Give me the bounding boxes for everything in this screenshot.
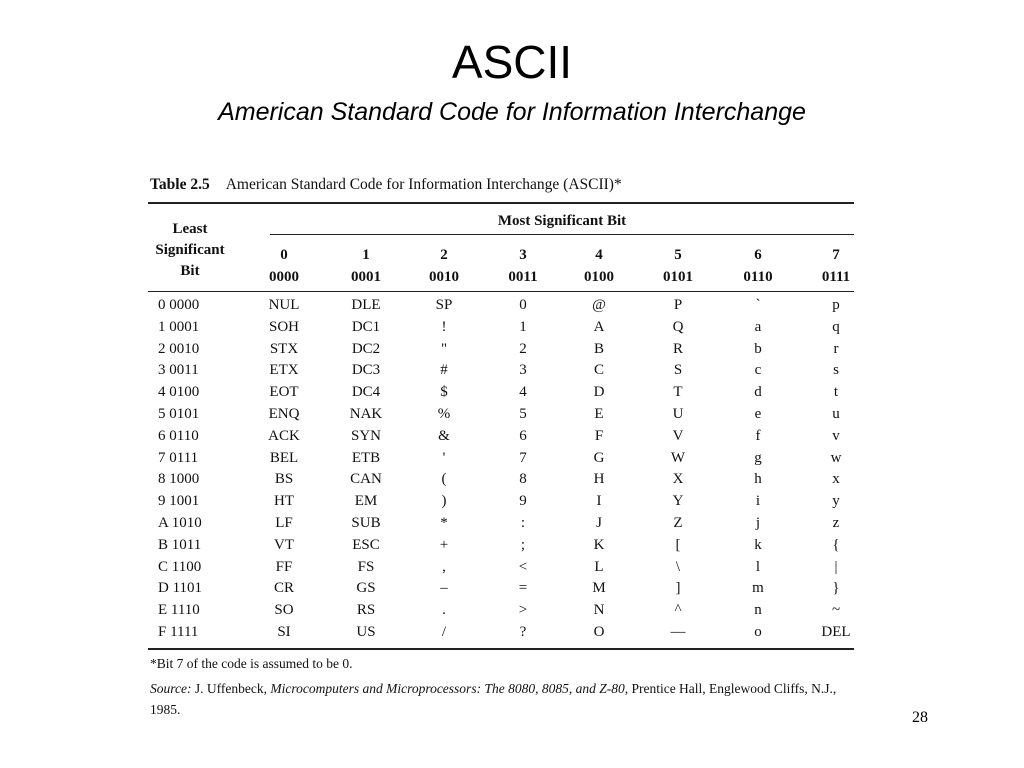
table-cell: g	[754, 449, 762, 466]
table-cell: o	[754, 624, 762, 640]
table-cell: =	[518, 580, 528, 597]
table-cell: p	[832, 297, 840, 313]
row-lsb-label: A 1010	[158, 515, 202, 531]
table-cell: +	[439, 536, 449, 553]
table-cell: X	[672, 471, 684, 488]
table-cell: CAN	[350, 471, 382, 488]
column-bits: 0000	[269, 269, 299, 285]
table-cell: S	[673, 362, 683, 379]
table-cell: %	[437, 406, 451, 422]
table-cell: [	[675, 536, 681, 553]
table-cell: a	[754, 318, 762, 335]
table-cell: 1	[519, 318, 527, 335]
table-cell: SYN	[350, 427, 381, 444]
table-cell: DC1	[351, 318, 381, 335]
table-cell: T	[673, 384, 683, 401]
table-cell: ]	[675, 580, 681, 597]
page-number: 28	[912, 709, 928, 726]
ascii-table-scan	[148, 172, 856, 720]
table-cell: e	[754, 406, 762, 422]
table-cell: G	[593, 449, 605, 466]
table-cell: A	[593, 318, 605, 335]
table-cell: m	[752, 580, 764, 597]
column-digit: 7	[832, 247, 840, 263]
table-cell: SI	[277, 624, 291, 640]
table-cell: HT	[274, 493, 294, 510]
row-lsb-label: 2 0010	[158, 340, 200, 357]
column-bits: 0110	[743, 269, 773, 285]
column-bits: 0010	[429, 269, 459, 285]
table-cell: H	[593, 471, 605, 488]
table-cell: DEL	[821, 624, 851, 640]
table-cell: V	[672, 427, 684, 444]
table-cell: `	[755, 297, 761, 313]
most-significant-bit-header: Most Significant Bit	[497, 213, 627, 229]
table-cell: CR	[273, 580, 294, 597]
table-cell: L	[594, 558, 604, 575]
table-cell: ,	[442, 558, 446, 575]
table-cell: J	[596, 515, 602, 531]
table-cell: ~	[831, 602, 841, 619]
table-cell: EOT	[269, 384, 299, 401]
table-cell: $	[440, 384, 448, 401]
table-cell: 6	[519, 427, 527, 444]
table-cell: <	[518, 558, 528, 575]
column-header	[569, 244, 629, 288]
row-lsb-label: 6 0110	[158, 427, 199, 444]
table-cell: ?	[519, 624, 527, 640]
column-bits: 0001	[351, 269, 381, 285]
table-source	[150, 678, 840, 720]
table-cell: }	[832, 580, 840, 597]
table-cell: 7	[519, 449, 527, 466]
table-cell: U	[672, 406, 684, 422]
row-lsb-label: 0 0000	[158, 297, 200, 313]
table-cell: Y	[672, 493, 684, 510]
table-cell: F	[594, 427, 604, 444]
source-book: Microcomputers and Microprocessors: The 8080, 8085, and Z-80,	[270, 681, 629, 696]
table-cell: STX	[269, 340, 299, 357]
table-cell: k	[754, 536, 762, 553]
table-cell: M	[592, 580, 606, 597]
table-cell: DC3	[351, 362, 381, 379]
source-author: J. Uffenbeck,	[194, 681, 267, 696]
table-cell: SOH	[268, 318, 299, 335]
column-bits: 0011	[508, 269, 538, 285]
table-cell: K	[593, 536, 605, 553]
column-digit: 1	[362, 247, 370, 263]
table-cell: q	[832, 318, 840, 335]
table-cell: EM	[354, 493, 378, 510]
table-cell: t	[833, 384, 839, 401]
column-header	[648, 244, 708, 288]
least-header-line: Least	[172, 221, 208, 237]
table-cell: f	[755, 427, 761, 444]
source-label: Source:	[150, 681, 192, 696]
table-cell: RS	[356, 602, 376, 619]
table-cell: y	[832, 493, 840, 510]
column-digit: 2	[440, 247, 448, 263]
least-header-line: Bit	[180, 263, 200, 279]
table-cell: *	[440, 515, 448, 531]
column-digit: 4	[595, 247, 603, 263]
column-header	[806, 244, 866, 288]
slide-subtitle: American Standard Code for Information Interchange	[218, 98, 806, 126]
column-bits: 0101	[663, 269, 693, 285]
table-cell: 8	[519, 471, 527, 488]
table-cell: I	[596, 493, 602, 510]
row-lsb-label: 9 1001	[158, 493, 200, 510]
table-cell: DLE	[351, 297, 381, 313]
table-cell: LF	[275, 515, 293, 531]
column-bits: 0111	[821, 269, 851, 285]
table-cell: 9	[519, 493, 527, 510]
table-cell: FF	[275, 558, 293, 575]
table-cell: :	[520, 515, 526, 531]
table-cell: R	[672, 340, 683, 357]
table-cell: DC2	[351, 340, 381, 357]
table-label: Table 2.5	[150, 176, 210, 193]
table-bottom-rule	[148, 648, 854, 650]
row-lsb-label: F 1111	[158, 624, 199, 640]
table-cell: i	[755, 493, 761, 510]
column-header	[493, 244, 553, 288]
table-cell: s	[833, 362, 839, 379]
least-significant-bit-header	[148, 219, 232, 282]
table-cell: BEL	[269, 449, 299, 466]
table-cell: l	[755, 558, 761, 575]
row-lsb-label: 1 0001	[158, 318, 200, 335]
table-cell: 2	[519, 340, 527, 357]
table-cell: &	[438, 427, 450, 444]
column-header	[728, 244, 788, 288]
table-cell: DC4	[351, 384, 381, 401]
table-cell: –	[440, 580, 448, 597]
table-cell: W	[670, 449, 686, 466]
table-cell: B	[593, 340, 604, 357]
table-cell: '	[442, 449, 446, 466]
slide-title: ASCII	[451, 36, 573, 88]
table-cell: Z	[673, 515, 683, 531]
table-cell: ESC	[352, 536, 380, 553]
table-cell: >	[518, 602, 528, 619]
row-lsb-label: 5 0101	[158, 406, 200, 422]
table-cell: N	[593, 602, 605, 619]
table-cell: US	[356, 624, 376, 640]
table-cell: c	[754, 362, 762, 379]
table-cell: 3	[519, 362, 527, 379]
table-cell: GS	[356, 580, 376, 597]
most-header-rule	[270, 234, 854, 235]
source-publisher: Prentice Hall, Englewood Cliffs, N.J., 1985.	[150, 681, 837, 717]
row-lsb-label: B 1011	[158, 536, 202, 553]
row-lsb-label: 7 0111	[158, 449, 199, 466]
row-lsb-label: E 1110	[158, 602, 200, 619]
table-cell: .	[442, 602, 446, 619]
table-cell: {	[832, 536, 840, 553]
table-top-rule	[148, 202, 854, 204]
table-cell: /	[441, 624, 447, 640]
column-bits: 0100	[584, 269, 614, 285]
table-cell: O	[593, 624, 605, 640]
row-lsb-label: C 1100	[158, 558, 202, 575]
table-cell: ENQ	[268, 406, 300, 422]
table-cell: 5	[519, 406, 527, 422]
table-cell: @	[592, 297, 606, 313]
table-cell: ;	[520, 536, 526, 553]
column-digit: 3	[519, 247, 527, 263]
column-header	[336, 244, 396, 288]
table-cell: ACK	[268, 427, 300, 444]
table-cell: FS	[357, 558, 375, 575]
header-bottom-rule	[148, 291, 854, 292]
table-cell: n	[754, 602, 762, 619]
least-header-line: Significant	[155, 242, 225, 258]
table-cell: r	[833, 340, 839, 357]
table-cell: 4	[519, 384, 527, 401]
table-caption-text: American Standard Code for Information Interchange (ASCII)*	[225, 176, 622, 193]
table-cell: P	[673, 297, 683, 313]
table-cell: !	[441, 318, 447, 335]
table-cell: x	[832, 471, 840, 488]
column-digit: 6	[754, 247, 762, 263]
table-cell: j	[755, 515, 761, 531]
table-cell: u	[832, 406, 840, 422]
table-cell: d	[754, 384, 762, 401]
table-cell: "	[440, 340, 448, 357]
table-cell: #	[440, 362, 448, 379]
table-cell: SUB	[351, 515, 381, 531]
table-cell: C	[593, 362, 604, 379]
row-lsb-label: 3 0011	[158, 362, 199, 379]
column-header	[414, 244, 474, 288]
table-cell: BS	[274, 471, 294, 488]
table-cell: D	[593, 384, 605, 401]
table-cell: ^	[674, 602, 682, 619]
table-cell: v	[832, 427, 840, 444]
table-cell: h	[754, 471, 762, 488]
column-digit: 5	[674, 247, 682, 263]
table-cell: SO	[274, 602, 294, 619]
table-cell: z	[832, 515, 840, 531]
table-cell: (	[441, 471, 447, 488]
table-cell: ETX	[269, 362, 299, 379]
table-footnote: *Bit 7 of the code is assumed to be 0.	[150, 656, 353, 671]
table-cell: E	[594, 406, 604, 422]
table-cell: ETB	[351, 449, 381, 466]
table-cell: Q	[672, 318, 684, 335]
table-cell: NUL	[268, 297, 300, 313]
table-cell: SP	[435, 297, 453, 313]
table-cell: w	[830, 449, 842, 466]
table-cell: —	[670, 624, 686, 640]
row-lsb-label: D 1101	[158, 580, 203, 597]
table-caption	[150, 176, 622, 194]
table-cell: VT	[274, 536, 294, 553]
table-cell: 0	[519, 297, 527, 313]
table-cell: |	[834, 558, 838, 575]
column-digit: 0	[280, 247, 288, 263]
table-cell: )	[441, 493, 447, 510]
row-lsb-label: 8 1000	[158, 471, 200, 488]
column-header	[254, 244, 314, 288]
table-cell: NAK	[349, 406, 383, 422]
row-lsb-label: 4 0100	[158, 384, 200, 401]
table-cell: b	[754, 340, 762, 357]
table-cell: \	[675, 558, 681, 575]
